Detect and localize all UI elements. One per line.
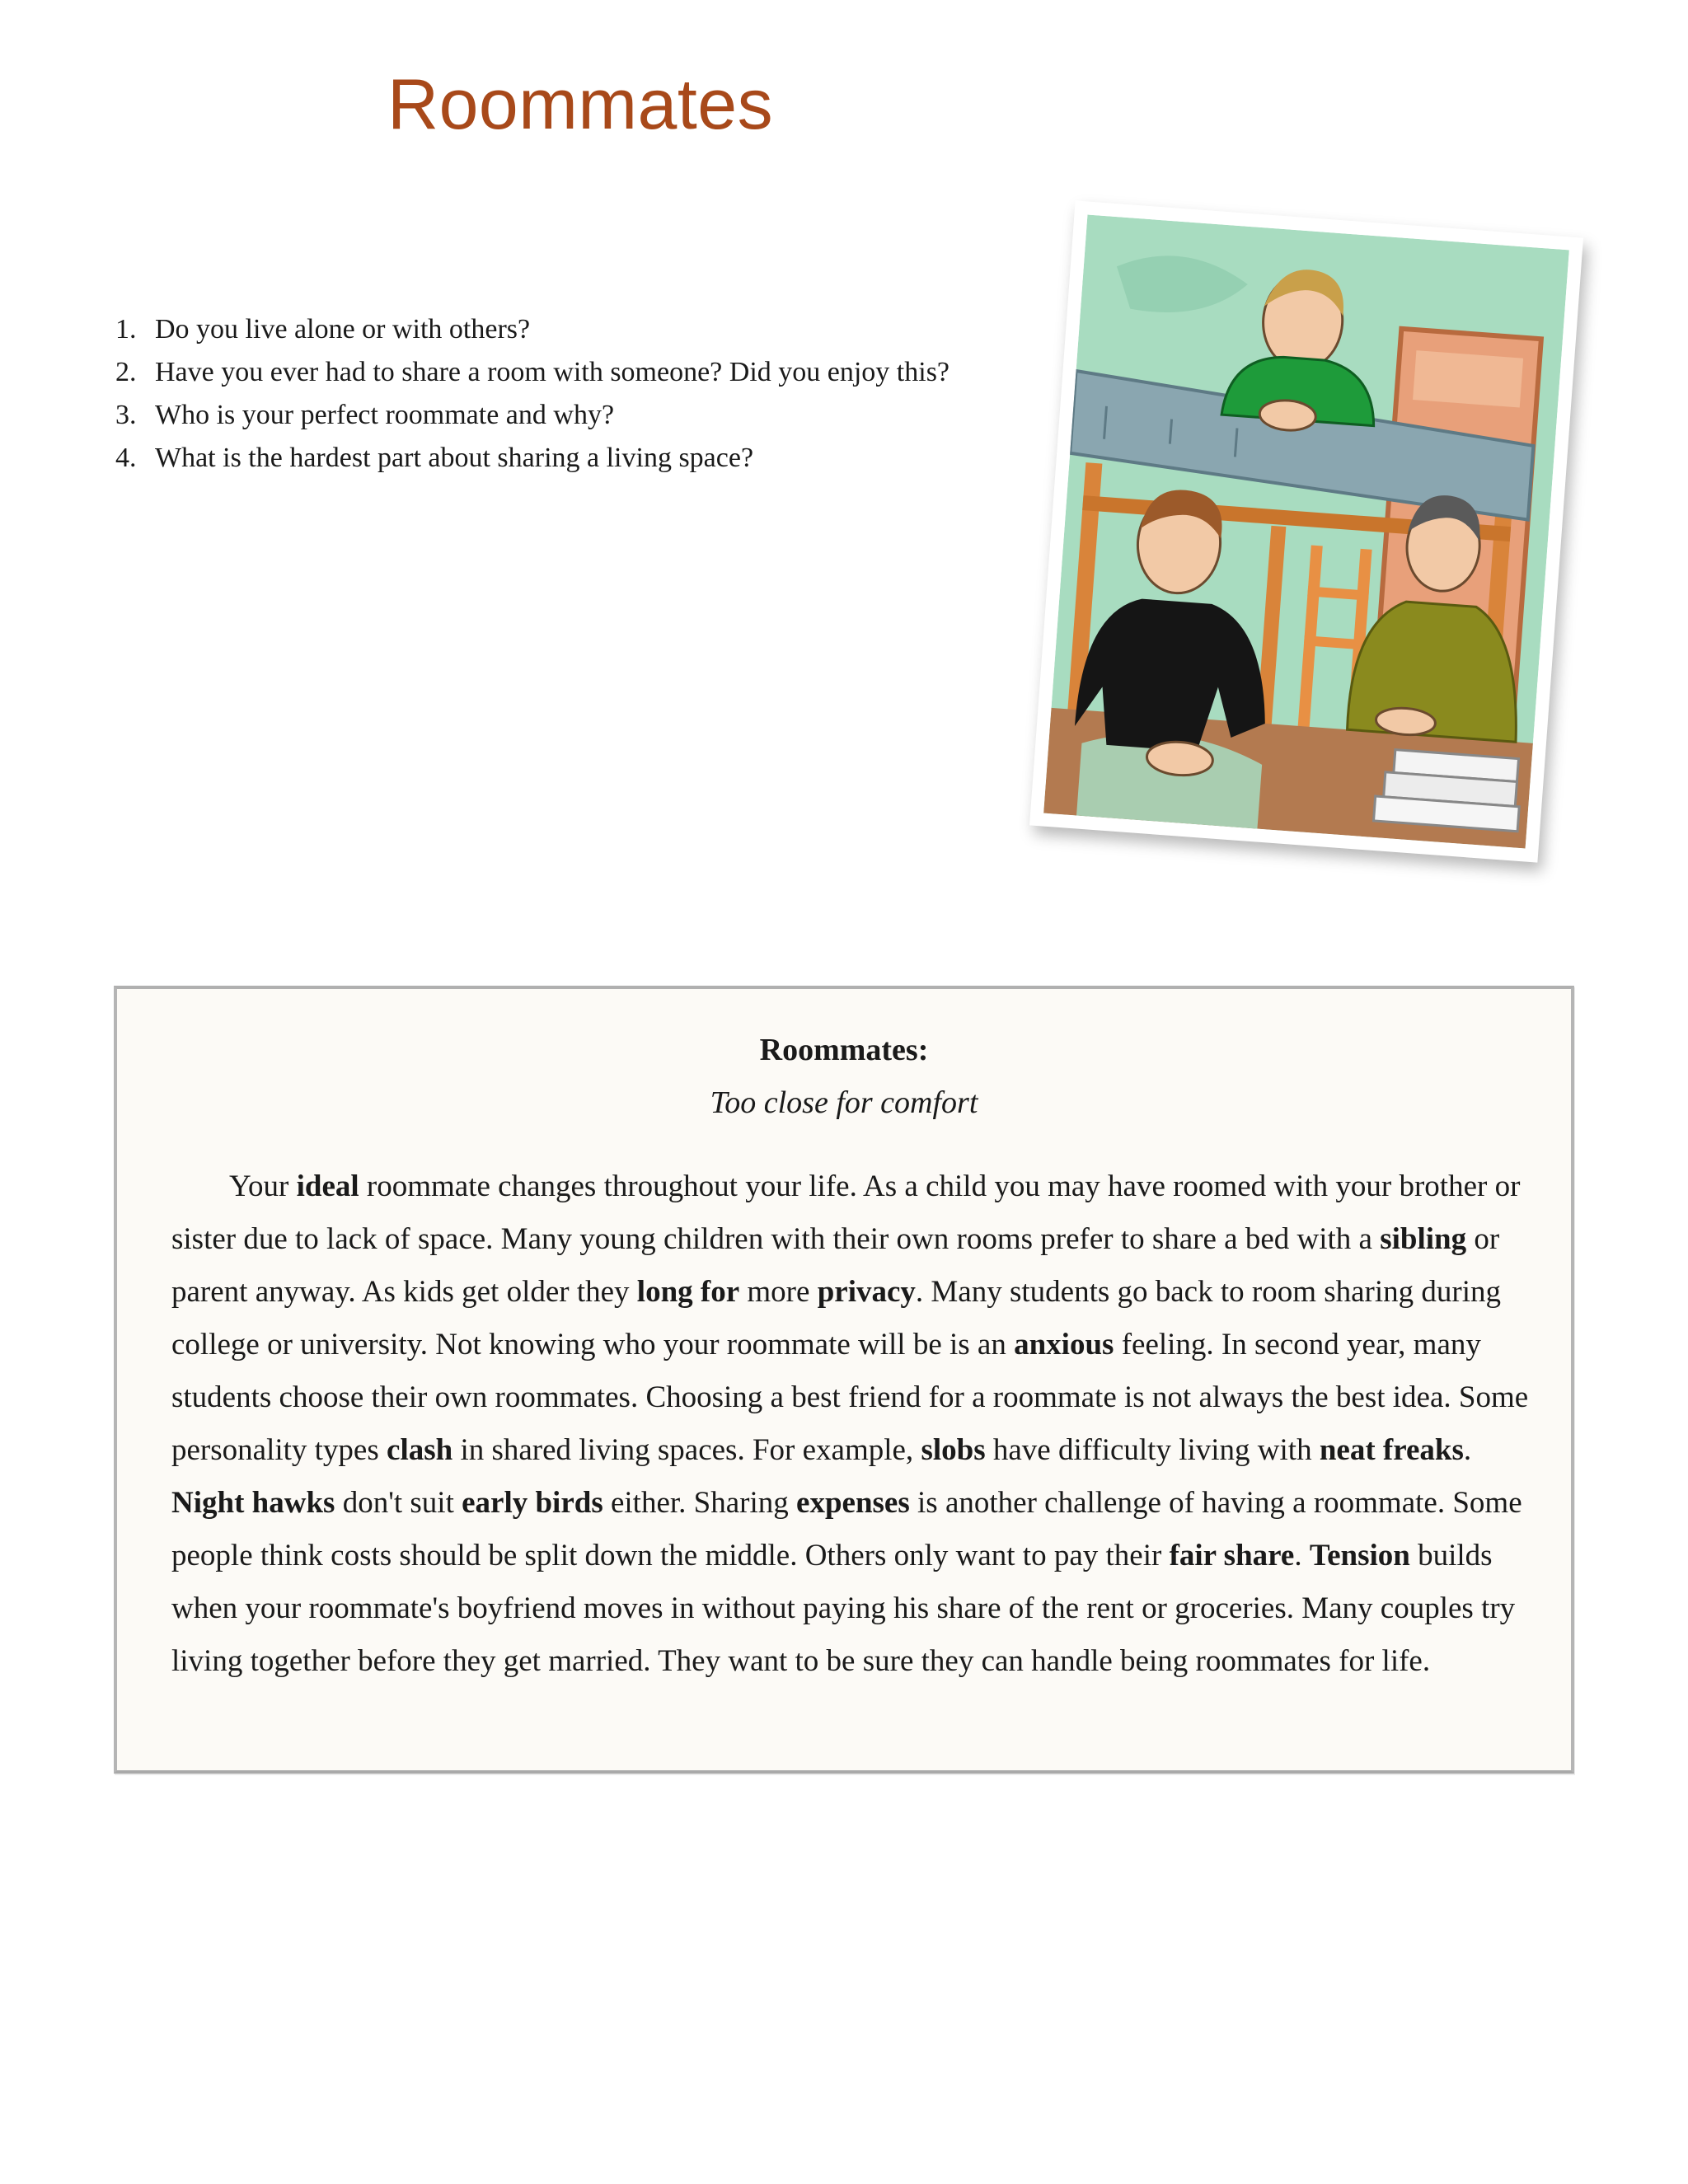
body-text: is another challenge of having a roommate. Some people think costs should be split down the middle. Others only want to pay their	[171, 1486, 1522, 1572]
vocab-word: early birds	[462, 1486, 603, 1520]
roommates-photo-icon	[1043, 215, 1569, 849]
discussion-questions	[115, 308, 950, 480]
body-text: .	[1294, 1539, 1310, 1572]
vocab-word: expenses	[796, 1486, 910, 1520]
question-text: Have you ever had to share a room with someone? Did you enjoy this?	[155, 357, 950, 387]
body-text: or parent anyway. As kids get older they	[171, 1222, 1500, 1309]
vocab-word: slobs	[921, 1433, 986, 1467]
question-item	[115, 437, 950, 480]
body-text: builds when your roommate's boyfriend moves in without paying his share of the rent or groceries. Many couples try living together before they get married. They want to be sure they can handle being roommates for life.	[171, 1539, 1516, 1678]
vocab-word: Night hawks	[171, 1486, 335, 1520]
body-text: more	[739, 1275, 818, 1309]
vocab-word: ideal	[296, 1169, 359, 1203]
question-number: 1.	[115, 314, 137, 344]
vocab-word: fair share	[1169, 1539, 1295, 1572]
body-text: either. Sharing	[603, 1486, 797, 1520]
body-text: Your	[229, 1169, 297, 1203]
vocab-word: privacy	[817, 1275, 916, 1309]
body-text: feeling. In second year, many students choose their own roommates. Choosing a best friend for a roommate is not always the best idea. Some personality types	[171, 1328, 1529, 1467]
body-text: don't suit	[335, 1486, 462, 1520]
vocab-word: Tension	[1309, 1539, 1410, 1572]
page-title: Roommates	[387, 65, 774, 144]
reading-body	[171, 1160, 1540, 1688]
body-text: roommate changes throughout your life. As a child you may have roomed with your brother or sister due to lack of space. Many young children with their own rooms prefer to share a bed with a	[171, 1169, 1521, 1256]
question-number: 2.	[115, 357, 137, 387]
question-text: Do you live alone or with others?	[155, 314, 531, 344]
body-text: in shared living spaces. For example,	[452, 1433, 921, 1467]
body-text: have difficulty living with	[985, 1433, 1320, 1467]
vocab-word: clash	[387, 1433, 453, 1467]
roommates-photo	[1029, 200, 1583, 862]
question-number: 4.	[115, 443, 137, 473]
vocab-word: sibling	[1380, 1222, 1467, 1256]
vocab-word: neat freaks	[1319, 1433, 1464, 1467]
question-item	[115, 351, 950, 394]
body-text: . Many students go back to room sharing during college or university. Not knowing who your roommate will be is an	[171, 1275, 1501, 1361]
body-text: .	[1463, 1433, 1472, 1467]
question-text: What is the hardest part about sharing a living space?	[155, 443, 754, 473]
question-number: 3.	[115, 400, 137, 430]
vocab-word: anxious	[1014, 1328, 1114, 1361]
question-item	[115, 308, 950, 351]
reading-box	[114, 986, 1574, 1774]
reading-subtitle: Too close for comfort	[710, 1085, 978, 1120]
question-text: Who is your perfect roommate and why?	[155, 400, 615, 430]
reading-title: Roommates:	[759, 1033, 929, 1067]
question-item	[115, 394, 950, 437]
vocab-word: long for	[636, 1275, 740, 1309]
